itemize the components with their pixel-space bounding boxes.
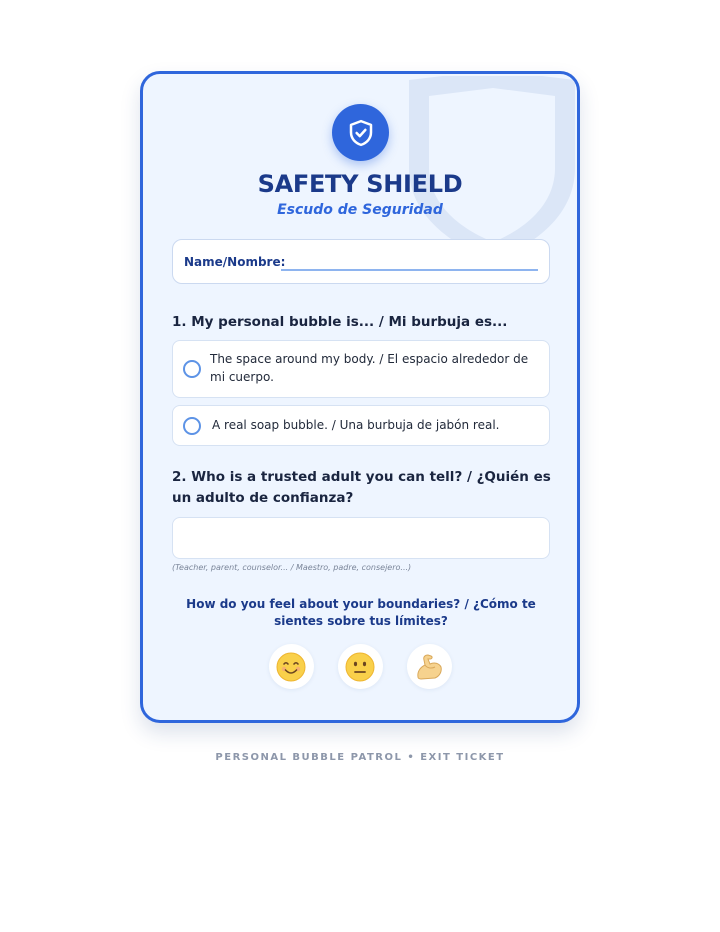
question-2: 2. Who is a trusted adult you can tell? / ¿Quién es un adulto de confianza? [172,469,551,506]
option-label: The space around my body. / El espacio alrededor de mi cuerpo. [210,352,529,384]
shield-check-icon [346,118,376,148]
answer-hint: (Teacher, parent, counselor... / Maestro, padre, consejero...) [172,563,412,572]
background-shield-icon [409,76,577,262]
radio-button[interactable] [183,417,201,435]
page-subtitle: Escudo de Seguridad [277,202,443,218]
neutral-face-icon [344,651,376,683]
name-label: Name/Nombre: [184,255,286,269]
question-1-option-1[interactable] [172,340,550,398]
name-field[interactable] [172,239,550,284]
page-title: SAFETY SHIELD [257,170,463,198]
feelings-prompt: How do you feel about your boundaries? / ¿Cómo te sientes sobre tus límites? [186,597,536,628]
smiling-face-icon [275,651,307,683]
question-1: 1. My personal bubble is... / Mi burbuja es... [172,314,508,330]
exit-ticket-card [140,71,580,723]
shield-badge [332,104,389,161]
option-label: A real soap bubble. / Una burbuja de jabón real. [212,418,500,432]
feelings-options [143,644,577,689]
footer-caption: PERSONAL BUBBLE PATROL • EXIT TICKET [215,752,505,763]
smiling-face-button[interactable] [269,644,314,689]
flexed-biceps-button[interactable] [407,644,452,689]
radio-button[interactable] [183,360,201,378]
question-1-option-2[interactable] [172,405,550,446]
flexed-biceps-icon [413,651,445,683]
neutral-face-button[interactable] [338,644,383,689]
name-input-line[interactable] [281,269,538,271]
trusted-adult-input[interactable] [172,517,550,559]
